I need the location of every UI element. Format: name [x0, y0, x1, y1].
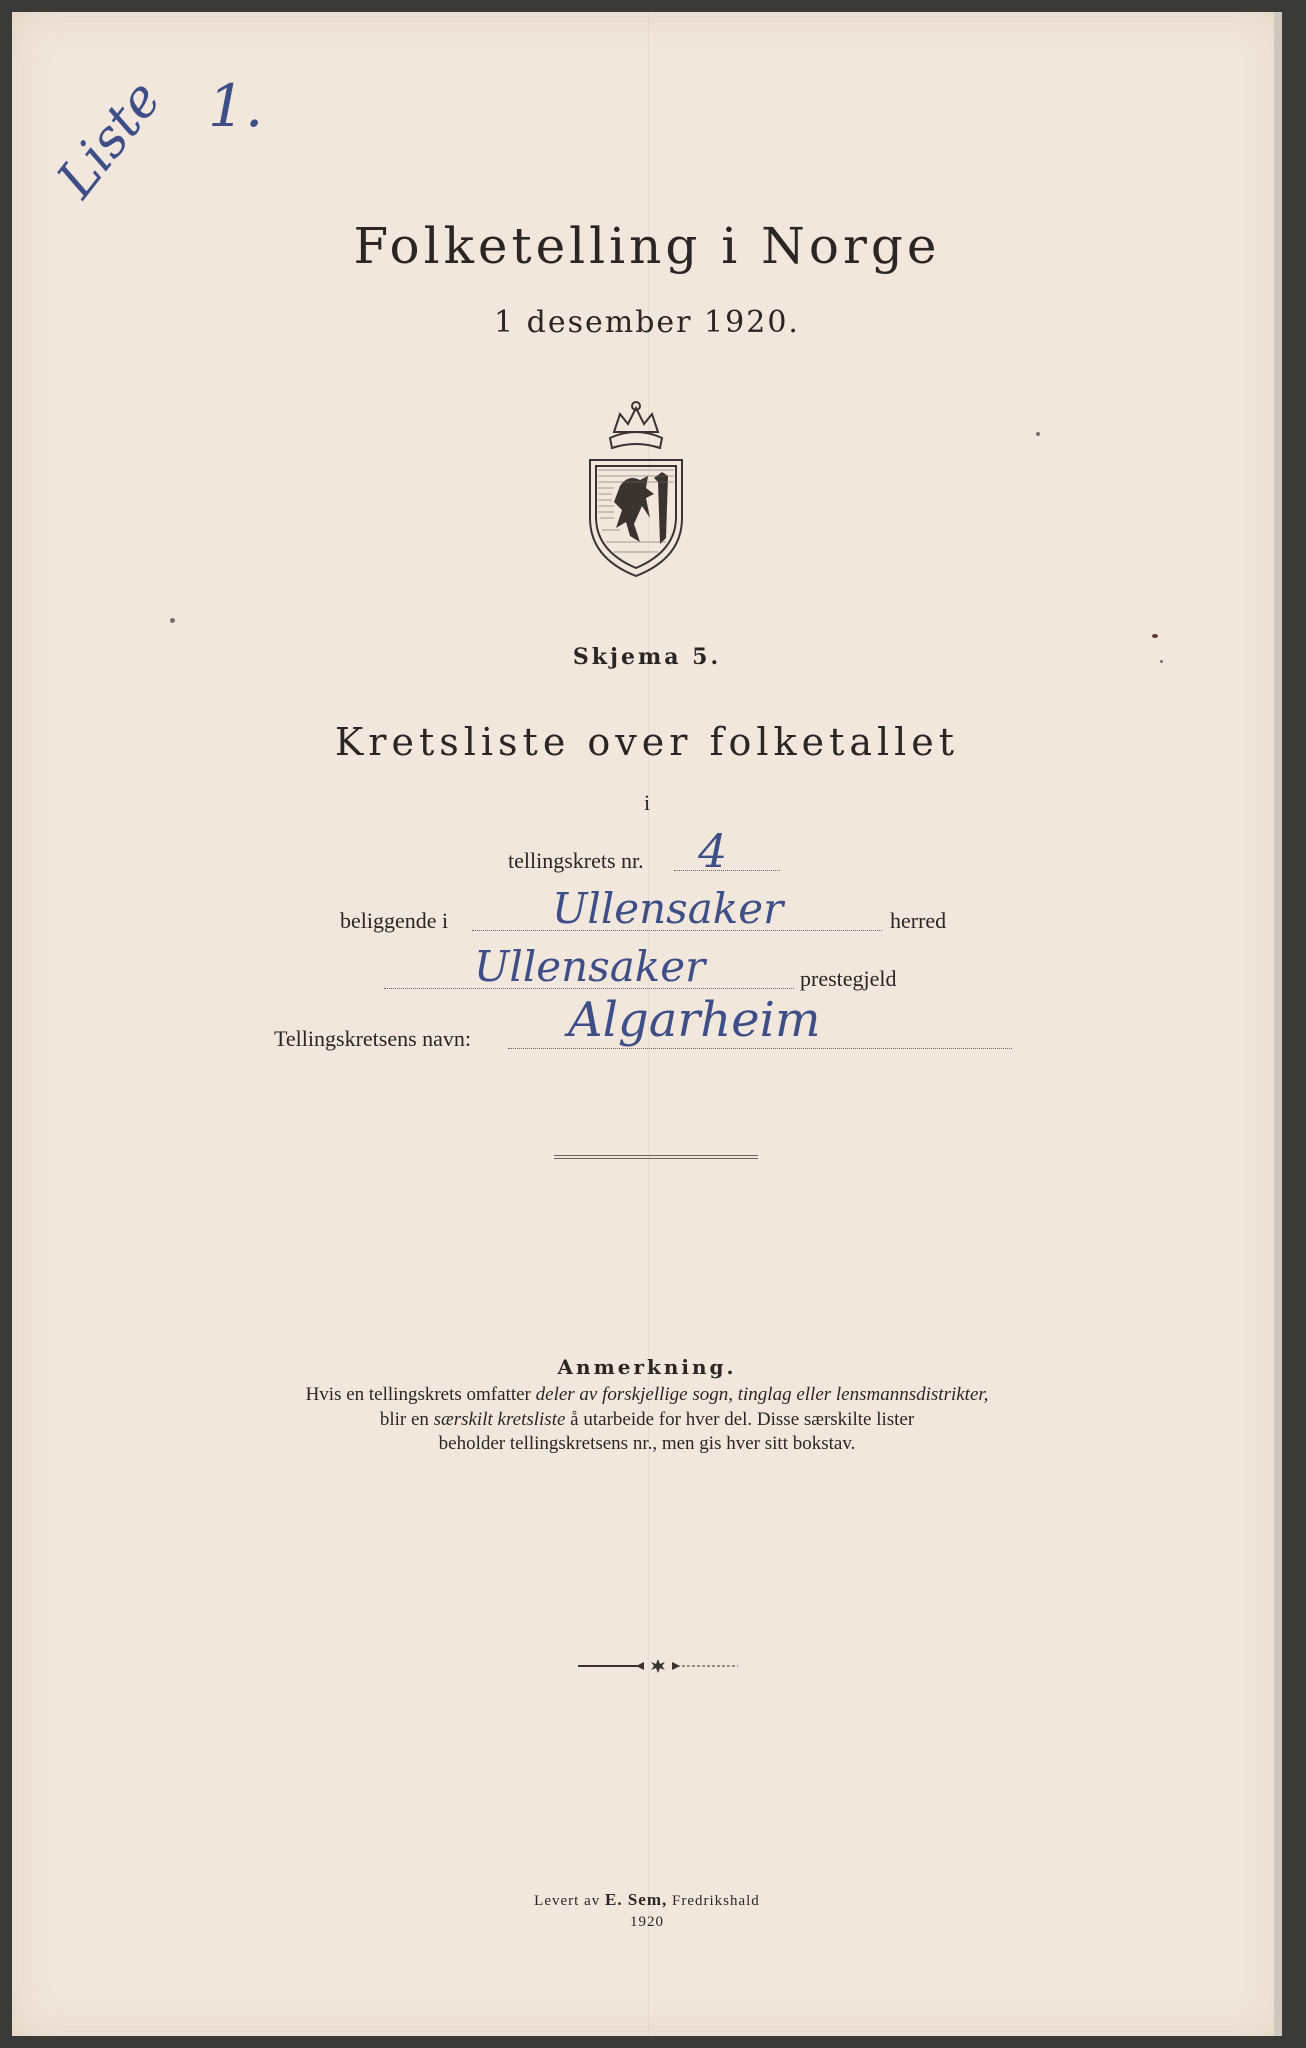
note-line-1: [12, 1384, 1282, 1406]
handwritten-herred-name: Ullensaker: [552, 884, 784, 933]
krets-navn-line: [508, 1048, 1012, 1049]
note-line-2-text-a: blir en: [379, 1409, 434, 1430]
paper-speck: [1036, 432, 1040, 436]
handwritten-krets-name: Algarheim: [568, 992, 821, 1048]
prestegjeld-label: prestegjeld: [800, 966, 897, 991]
page-title: Folketelling i Norge: [353, 217, 941, 275]
paper-speck: [1152, 634, 1158, 638]
form-subtitle: Kretsliste over folketallet: [334, 720, 960, 764]
note-line-2-text-c: å utarbeide for hver del. Disse særskilte lister: [565, 1409, 915, 1430]
handwritten-liste: Liste: [46, 69, 174, 209]
note-line-1-text: Hvis en tellingskrets omfatter: [305, 1384, 536, 1405]
printer-line: [12, 1890, 1282, 1910]
printer-place: Fredrikshald: [667, 1893, 760, 1909]
note-line-1-italic: deler av forskjellige sogn, tinglag eller lensmannsdistrikter,: [535, 1384, 989, 1405]
handwritten-liste-number: 1.: [208, 72, 264, 140]
handwritten-prestegjeld-name: Ullensaker: [474, 942, 706, 991]
printer-year: 1920: [630, 1914, 664, 1930]
printer-name: E. Sem,: [604, 1890, 668, 1909]
beliggende-label: beliggende i: [340, 908, 449, 933]
i-word: i: [643, 790, 651, 815]
census-date: 1 desember 1920.: [494, 305, 800, 340]
document-page: [12, 12, 1282, 2036]
krets-navn-label: Tellingskretsens navn:: [274, 1026, 472, 1051]
handwritten-district-number: 4: [698, 824, 728, 878]
tellingskrets-label: tellingskrets nr.: [508, 848, 644, 873]
printer-prefix: Levert av: [534, 1893, 605, 1909]
note-heading: Anmerkning.: [557, 1355, 737, 1379]
note-line-3: beholder tellingskretsens nr., men gis hver sitt bokstav.: [438, 1433, 856, 1454]
schema-number: Skjema 5.: [572, 644, 722, 670]
separator-line: [554, 1155, 758, 1159]
coat-of-arms-icon: [584, 398, 688, 578]
herred-label: herred: [890, 908, 947, 933]
note-line-2-italic: særskilt kretsliste: [433, 1409, 566, 1430]
ornament-divider-icon: [578, 1658, 738, 1674]
note-line-2: [12, 1409, 1282, 1431]
paper-speck: [170, 618, 175, 623]
paper-speck: [1160, 660, 1163, 663]
